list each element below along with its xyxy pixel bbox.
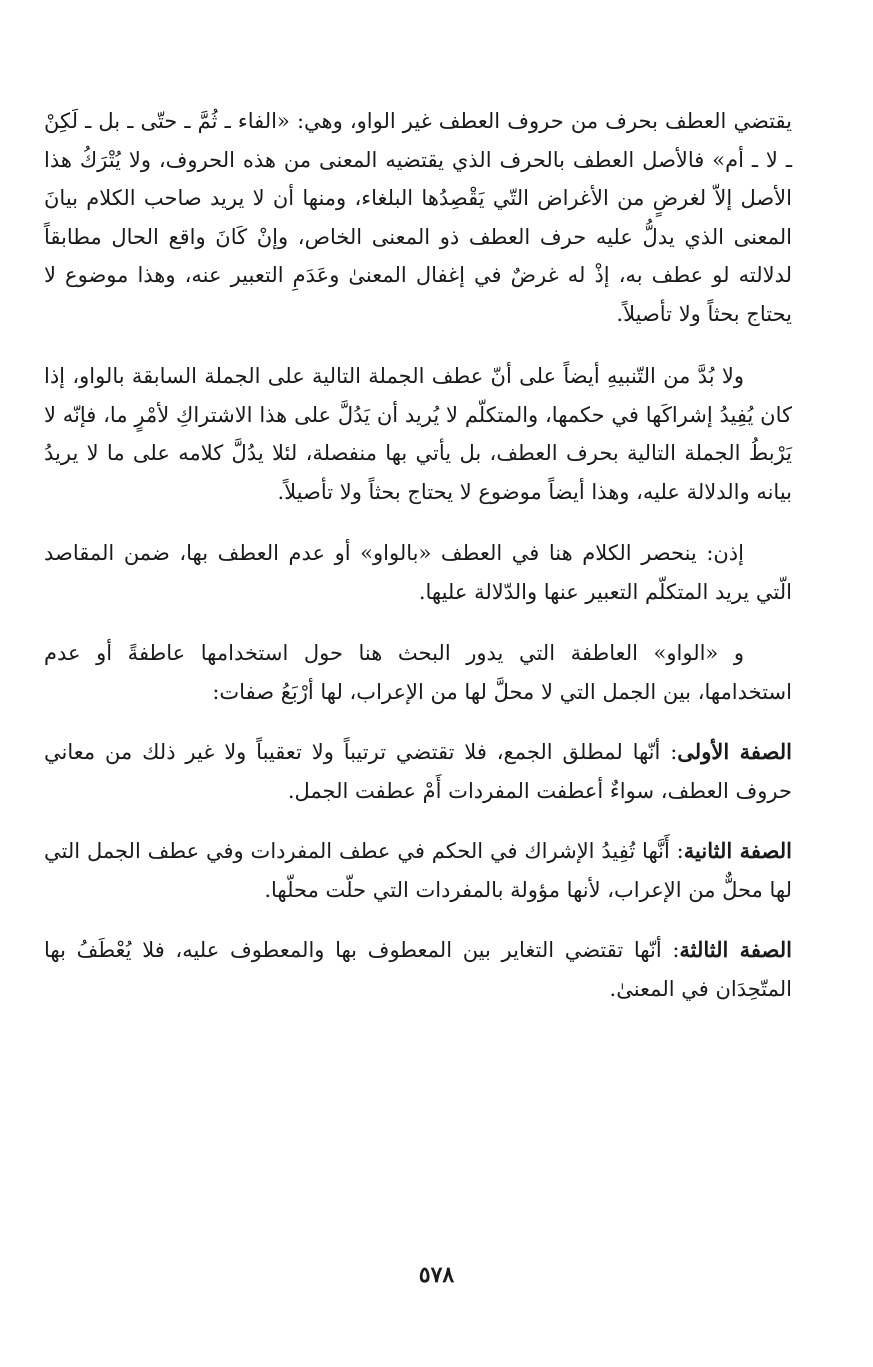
paragraph-1: يقتضي العطف بحرف من حروف العطف غير الواو، وهي: «الفاء ـ ثُمَّ ـ حتّى ـ بل ـ لَكِنْ ـ لا ـ أم» فالأصل العطف بالحرف الذي يقتضيه المعنى من هذه الحروف، ولا يُتْرَكُ هذا الأصل إلاّ لغرضٍ من الأغراض التّي يَقْصِدُها البلغاء، ومنها أن لا يريد صاحب الكلام بيانَ المعنى الذي يدلُّ عليه حرف العطف ذو المعنى الخاص، وإنْ كَانَ واقع الحال مطابقاً لدلالته لو عطف به، إذْ له غرضٌ في إغفال المعنىٰ وعَدَمِ التعبير عنه، وهذا موضوع لا يحتاج بحثاً ولا تأصيلاً. <box>44 109 792 326</box>
paragraph-5 <box>44 733 792 810</box>
attribute-term-2: الصفة الثانية <box>683 838 793 863</box>
attribute-text-1: : أنّها لمطلق الجمع، فلا تقتضي ترتيباً ولا تعقيباً ولا غير ذلك من معاني حروف العطف، سواءٌ أعطفت المفردات أَمْ عطفت الجمل. <box>44 740 792 803</box>
attribute-term-3: الصفة الثالثة <box>679 937 792 962</box>
paragraph-4: و «الواو» العاطفة التي يدور البحث هنا حول استخدامها عاطفةً أو عدم استخدامها، بين الجمل التي لا محلَّ لها من الإعراب، لها أرْبَعُ صفات: <box>44 641 792 704</box>
paragraph-6 <box>44 832 792 909</box>
page-body <box>44 102 792 1008</box>
page-number: ٥٧٨ <box>418 1262 455 1288</box>
paragraph-7 <box>44 931 792 1008</box>
paragraph-3: إذن: ينحصر الكلام هنا في العطف «بالواو» أو عدم العطف بها، ضمن المقاصد الّتي يريد المتكلّم التعبير عنها والدّلالة عليها. <box>44 541 792 604</box>
attribute-term-1: الصفة الأولى <box>677 739 792 764</box>
attribute-text-2: : أَنَّها تُفِيدُ الإشراك في الحكم في عطف المفردات وفي عطف الجمل التي لها محلٌّ من الإعراب، لأنها مؤولة بالمفردات التي حلّت محلّها. <box>44 839 792 902</box>
paragraph-2: ولا بُدَّ من التّنبيهِ أيضاً على أنّ عطف الجملة التالية على الجملة السابقة بالواو، إذا كان يُفِيدُ إشراكَها في حكمها، والمتكلّم لا يُريد أن يَدُلَّ على هذا الاشتراكِ لأمْرٍ ما، فإنّه لا يَرْبطُ الجملة التالية بحرف العطف، بل يأتي بها منفصلة، لئلا يدُلَّ كلامه على ما لا يريدُ بيانه والدلالة عليه، وهذا أيضاً موضوع لا يحتاج بحثاً ولا تأصيلاً. <box>44 364 792 504</box>
attribute-text-3: : أنّها تقتضي التغاير بين المعطوف بها والمعطوف عليه، فلا يُعْطَفُ بها المتّحِدَان في المعنىٰ. <box>44 938 792 1001</box>
